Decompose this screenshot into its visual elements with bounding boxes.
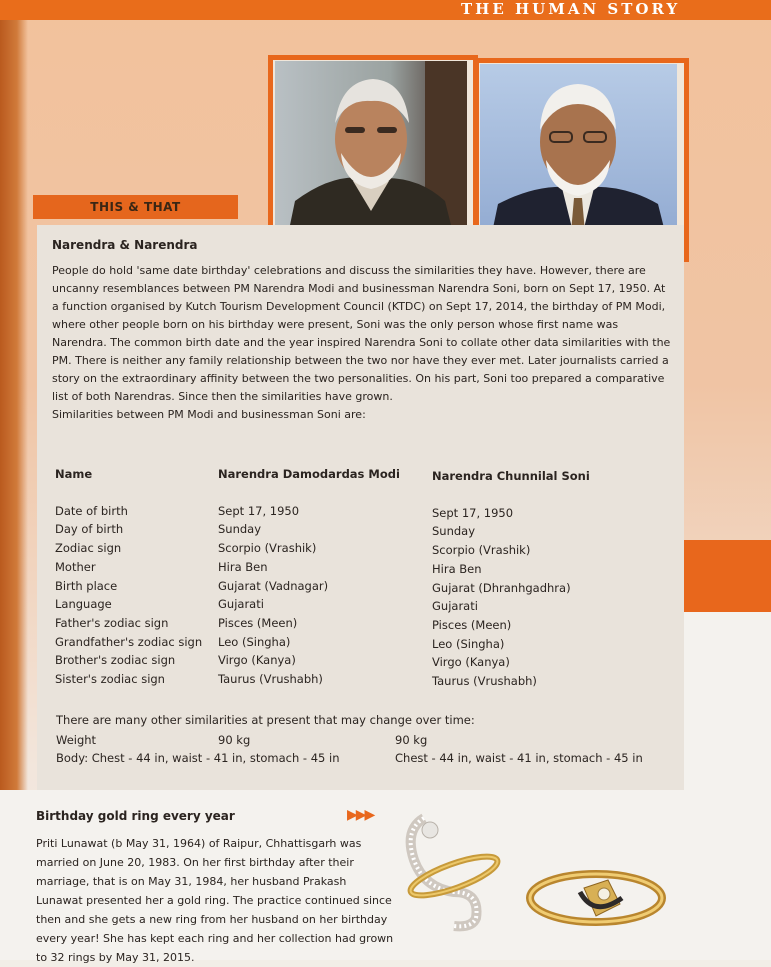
table-cell-soni: Hira Ben — [432, 561, 482, 576]
table-cell-modi: Gujarat (Vadnagar) — [218, 578, 329, 593]
table-cell-soni: Gujarati — [432, 599, 478, 614]
table-row-label: Language — [55, 597, 112, 612]
ring-story-text: Priti Lunawat (b May 31, 1964) of Raipur, Chhattisgarh was married on June 20, 1983. On her first birthday after their marriage, that is on May 31, 1984, her husband Prakash Lunawat presented her a gold ring. The practice continued since then and she gets a new ring from her husband on her birthday every year! She has kept each ring and her collection had grown to 32 rings by May 31, 2015. — [36, 837, 394, 964]
table-row-label: Mother — [55, 559, 96, 574]
article-title: Narendra & Narendra — [52, 238, 198, 252]
table-cell-modi: Taurus (Vrushabh) — [218, 672, 323, 687]
photo-narendra-modi — [275, 61, 467, 249]
comparison-lead-in: Similarities between PM Modi and businessman Soni are: — [52, 408, 366, 421]
table-cell-modi: Pisces (Meen) — [218, 615, 298, 630]
comparison-soni-column — [432, 467, 590, 691]
photo-narendra-soni — [480, 64, 677, 252]
table-cell-modi: Virgo (Kanya) — [218, 653, 296, 668]
table-row-label: Birth place — [55, 578, 118, 593]
table-header-name: Name — [55, 467, 93, 481]
table-cell-modi: Scorpio (Vrashik) — [218, 541, 317, 556]
table-cell-soni: Leo (Singha) — [432, 636, 505, 651]
comparison-modi-column — [218, 465, 400, 689]
table-cell-modi: Sept 17, 1950 — [218, 503, 300, 518]
table-cell-modi: Hira Ben — [218, 559, 268, 574]
intro-paragraph: People do hold 'same date birthday' celebrations and discuss the similarities they have. However, there are uncanny resemblances between PM Narendra Modi and businessman Narendra Soni, born on Sept 17, 1950. At a function organised by Kutch Tourism Development Council (KTDC) on Sept 17, 2014, the birthday of PM Modi, where other people born on his birthday were present, Soni was the only person whose first name was Narendra. The common birth date and the year inspired Narendra Soni to collate other data similarities with the PM. There is neither any family relationship between the two nor have they ever met. Later journalists carried a story on the extraordinary affinity between the two personalities. On his part, Soni too prepared a comparative list of both Narendras. Since then the similarities have grown. — [52, 264, 671, 403]
table-row-label: Date of birth — [55, 503, 128, 518]
table-cell-soni: Taurus (Vrushabh) — [432, 674, 537, 689]
table-row-label: Brother's zodiac sign — [55, 653, 176, 668]
table-row-label: Father's zodiac sign — [55, 615, 169, 630]
table-cell-modi: Sunday — [218, 522, 262, 537]
article-intro — [52, 262, 672, 424]
ring-story-title: Birthday gold ring every year — [36, 809, 235, 823]
table-row-label: Day of birth — [55, 522, 124, 537]
table-header-soni: Narendra Chunnilal Soni — [432, 469, 590, 483]
table-cell-modi: Leo (Singha) — [218, 634, 291, 649]
table-row-label: Grandfather's zodiac sign — [55, 634, 203, 649]
running-head: THE HUMAN STORY — [449, 0, 771, 20]
weight-modi: 90 kg — [218, 733, 251, 747]
table-row-label: Sister's zodiac sign — [55, 672, 165, 687]
table-header-modi: Narendra Damodardas Modi — [218, 467, 400, 481]
table-cell-soni: Sept 17, 1950 — [432, 505, 514, 520]
table-row-label: Zodiac sign — [55, 541, 122, 556]
comparison-labels-column — [55, 465, 202, 689]
table-cell-soni: Sunday — [432, 524, 476, 539]
decorative-orange-block — [684, 540, 771, 612]
table-cell-soni: Virgo (Kanya) — [432, 655, 510, 670]
weight-soni: 90 kg — [395, 733, 428, 747]
similarities-note: There are many other similarities at present that may change over time: — [56, 713, 475, 727]
weight-label: Weight — [56, 733, 97, 747]
table-cell-soni: Scorpio (Vrashik) — [432, 543, 531, 558]
section-tag: THIS & THAT — [33, 195, 238, 219]
body-soni: Chest - 44 in, waist - 41 in, stomach - 45 in — [395, 751, 643, 765]
table-cell-soni: Pisces (Meen) — [432, 617, 512, 632]
table-cell-modi: Gujarati — [218, 597, 264, 612]
diamond-ring-image — [384, 800, 514, 932]
decorative-white-block — [684, 612, 771, 960]
triple-arrow-icon: ▶▶▶ — [347, 807, 374, 823]
body-modi: Body: Chest - 44 in, waist - 41 in, stomach - 45 in — [56, 751, 340, 765]
table-cell-soni: Gujarat (Dhranhgadhra) — [432, 580, 571, 595]
gold-ring-image — [524, 858, 666, 938]
